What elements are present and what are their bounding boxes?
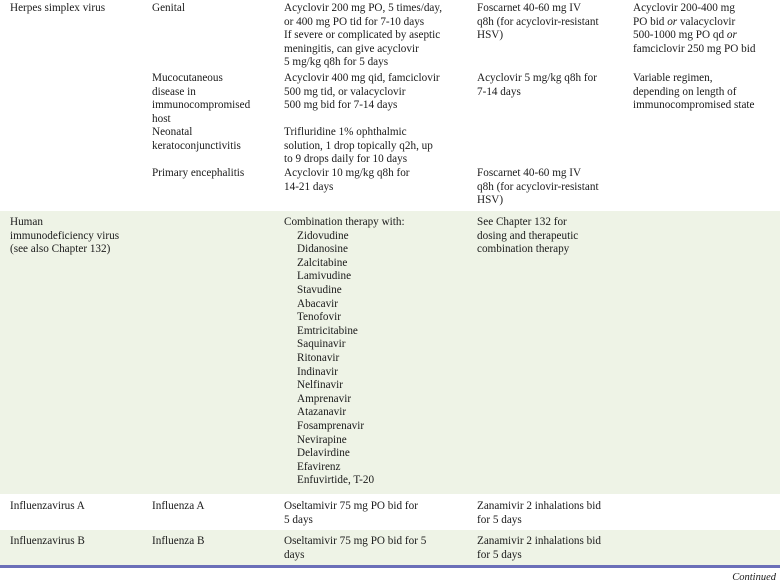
drug-item: Abacavir [297,297,338,310]
drug-item: Saquinavir [297,338,346,351]
table-row-hsv-encephalitis [0,166,780,210]
drug-item: Atazanavir [297,406,347,419]
virus-name: Influenzavirus B [10,535,85,547]
drug-item: Zalcitabine [297,256,348,269]
disease-name: Mucocutaneous disease in immunocompromised host [152,72,251,125]
first-line-therapy: Acyclovir 400 mg qid, famciclovir 500 mg tid, or valacyclovir 500 mg bid for 7-14 days [284,72,440,112]
first-line-therapy: Oseltamivir 75 mg PO bid for 5 days [284,500,418,526]
table-row-influenza-b [0,530,780,565]
alternative-therapy: Acyclovir 5 mg/kg q8h for 7-14 days [477,72,597,98]
virus-name: Human immunodeficiency virus (see also Chapter 132) [10,216,120,256]
alternative-therapy: Foscarnet 40-60 mg IV q8h (for acyclovir-resistant HSV) [477,167,599,207]
alternative-therapy: Foscarnet 40-60 mg IV q8h (for acyclovir-resistant HSV) [477,2,599,42]
first-line-therapy: Acyclovir 200 mg PO, 5 times/day, or 400 mg PO tid for 7-10 days If severe or complicated by aseptic meningitis, can give acyclovir 5 mg/kg q8h for 5 days [284,2,443,69]
suppressive-therapy [633,2,780,56]
first-line-therapy-intro: Combination therapy with: [284,216,405,228]
first-line-therapy: Acyclovir 10 mg/kg q8h for 14-21 days [284,167,410,193]
drug-item: Efavirenz [297,460,341,473]
or-word: or [726,29,737,42]
continued-label: Continued [732,572,776,583]
suppressive-text-a: Acyclovir 200-400 mg PO bid [633,2,735,28]
disease-name: Influenza A [152,500,205,512]
alternative-therapy: Zanamivir 2 inhalations bid for 5 days [477,500,601,526]
table-row-hiv [0,211,780,494]
drug-item: Tenofovir [297,311,341,324]
table-row-hsv-mucocutaneous [0,70,780,126]
suppressive-text-c: famciclovir 250 mg PO bid [633,42,756,55]
drug-item: Amprenavir [297,392,352,405]
virus-name: Herpes simplex virus [10,2,106,14]
table-row-hsv-genital [0,0,780,70]
drug-item: Zidovudine [297,229,349,242]
first-line-therapy: Oseltamivir 75 mg PO bid for 5 days [284,535,427,561]
disease-name: Neonatal keratoconjunctivitis [152,126,241,152]
disease-name: Influenza B [152,535,205,547]
drug-item: Indinavir [297,365,339,378]
or-word: or [667,15,678,28]
disease-name: Genital [152,2,185,14]
alternative-therapy: Zanamivir 2 inhalations bid for 5 days [477,535,601,561]
drug-item: Nelfinavir [297,379,343,392]
disease-name: Primary encephalitis [152,167,245,179]
drug-list [297,230,374,488]
drug-item: Didanosine [297,243,348,256]
drug-item: Ritonavir [297,351,340,364]
table-row-hsv-neonatal [0,124,780,166]
drug-item: Stavudine [297,283,342,296]
table-row-influenza-a [0,494,780,529]
alternative-therapy: See Chapter 132 for dosing and therapeutic combination therapy [477,216,579,256]
drug-item: Lamivudine [297,270,352,283]
drug-item: Emtricitabine [297,324,358,337]
virus-name: Influenzavirus A [10,500,85,512]
suppressive-text-b: valacyclovir 500-1000 mg PO qd [633,15,736,42]
drug-item: Nevirapine [297,433,347,446]
first-line-therapy: Trifluridine 1% ophthalmic solution, 1 drop topically q2h, up to 9 drops daily for 10 days [284,126,433,166]
drug-item: Delavirdine [297,447,350,460]
suppressive-therapy: Variable regimen, depending on length of immunocompromised state [633,72,755,112]
drug-item: Fosamprenavir [297,419,365,432]
table-bottom-rule [0,565,780,568]
drug-item: Enfuvirtide, T-20 [297,474,375,487]
